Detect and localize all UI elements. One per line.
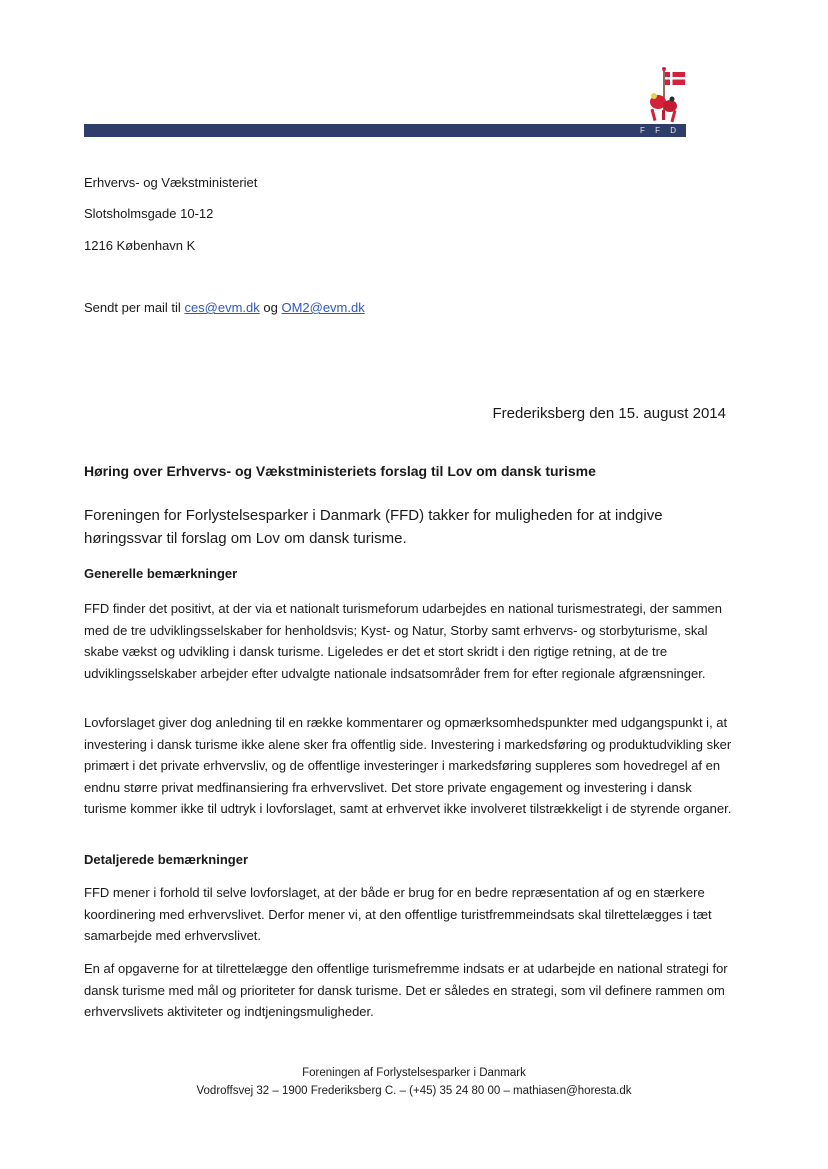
sent-middle: og <box>259 300 282 315</box>
general-paragraph-2: Lovforslaget giver dog anledning til en række kommentarer og opmærksomhedspunkter med udgangspunkt i, at investering i dansk turisme ikke alene sker fra offentlig side. Investering i markedsføring og produktudvikling sker primært i det private erhvervsliv, og de offentlige investeringer i markedsføring suppleres som hovedregel af en endnu større privat medfinansiering fra erhvervslivet. Det store private engagement og investering i dansk turisme kommer ikke til udtryk i lovforslaget, samt at erhvervet ikke involveret tilstrækkeligt i de styrende organer. <box>84 715 732 816</box>
detailed-remarks-heading: Detaljerede bemærkninger <box>84 852 249 867</box>
header-bar <box>84 124 686 137</box>
email-link-ces[interactable]: ces@evm.dk <box>184 300 260 315</box>
footer-contact: Vodroffsvej 32 – 1900 Frederiksberg C. – (+45) 35 24 80 00 – mathiasen@horesta.dk <box>196 1085 632 1097</box>
ffd-logo-icon <box>642 66 686 128</box>
detail-paragraph-1: FFD mener i forhold til selve lovforslaget, at der både er brug for en bedre repræsentation af og en stærkere koordinering med erhvervslivet. Derfor mener vi, at den offentlige turistfremmeindsats skal tilrettelægges i tæt samarbejde med erhvervslivet. <box>84 885 712 943</box>
recipient-city: 1216 København K <box>84 238 196 253</box>
general-paragraph-1: FFD finder det positivt, at der via et nationalt turismeforum udarbejdes en national turismestrategi, der sammen med de tre udviklingsselskaber for henholdsvis; Kyst- og Natur, Storby samt erhvervs- og storbyturisme, skal skabe vækst og udvikling i dansk turisme. Ligeledes er det et stort skridt i den rigtige retning, at de tre udviklingsselskaber arbejder efter udvalgte nationale indsatsområder frem for efter regionale afgrænsninger. <box>84 601 723 681</box>
letter-title: Høring over Erhvervs- og Vækstministeriets forslag til Lov om dansk turisme <box>84 463 596 479</box>
intro-paragraph: Foreningen for Forlystelsesparker i Danmark (FFD) takker for muligheden for at indgive høringssvar til forslag om Lov om dansk turisme. <box>84 507 663 547</box>
sent-line <box>84 300 365 315</box>
header-bar-label: F F D <box>640 126 680 135</box>
footer-organization: Foreningen af Forlystelsesparker i Danmark <box>302 1067 526 1079</box>
letter-date: Frederiksberg den 15. august 2014 <box>492 405 726 422</box>
sent-prefix: Sendt per mail til <box>84 300 185 315</box>
recipient-name: Erhvervs- og Vækstministeriet <box>84 175 258 190</box>
recipient-street: Slotsholmsgade 10-12 <box>84 206 214 221</box>
detail-paragraph-2: En af opgaverne for at tilrettelægge den offentlige turismefremme indsats er at udarbejde en national strategi for dansk turisme med mål og prioriteter for dansk turisme. Det er således en strategi, som vil definere rammen om erhvervslivets aktiviteter og indtjeningsmuligheder. <box>84 961 728 1019</box>
general-remarks-heading: Generelle bemærkninger <box>84 566 238 581</box>
email-link-om2[interactable]: OM2@evm.dk <box>281 300 365 315</box>
